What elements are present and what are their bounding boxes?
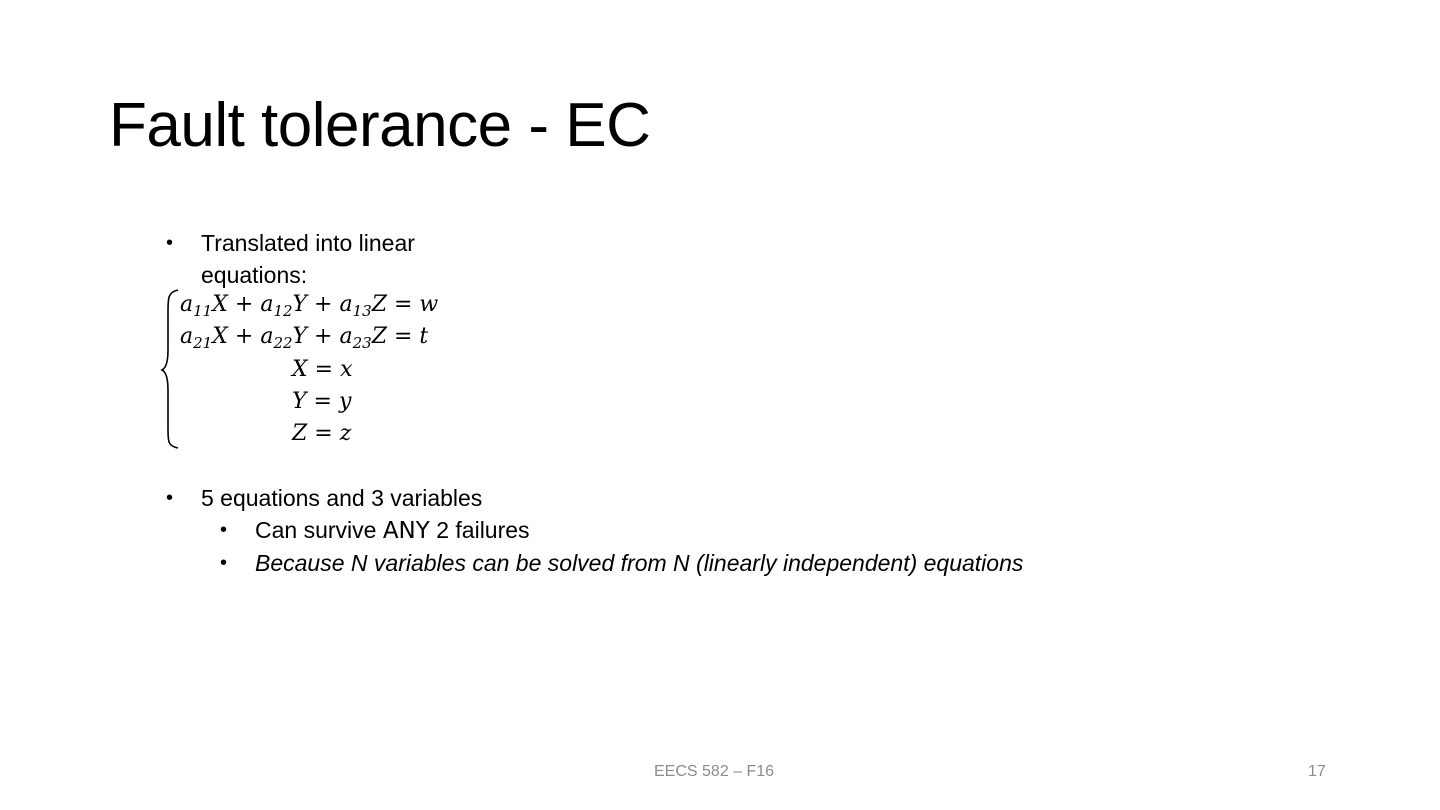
sub-bullet-marker: • xyxy=(220,519,228,541)
slide-number: 17 xyxy=(1308,763,1326,780)
left-brace-icon xyxy=(160,288,182,450)
bullet-translated-line2: equations: xyxy=(201,262,308,288)
emphasis-any: ANY xyxy=(382,518,430,544)
bullet-marker: • xyxy=(166,232,174,254)
footer-course: EECS 582 – F16 xyxy=(654,763,775,780)
equation-row-5: Z = z xyxy=(292,421,352,446)
bullet-translated-line1: Translated into linear xyxy=(201,230,415,256)
bullet-marker: • xyxy=(166,487,174,509)
sub-bullet-marker: • xyxy=(220,552,228,574)
equation-row-2: $a_{21}X + a_{22}Y + a_{23}Z = t$ xyxy=(180,324,429,352)
bullet-equations-variables: 5 equations and 3 variables xyxy=(201,485,483,511)
equation-row-1: $a_{11}X + a_{12}Y + a_{13}Z = w$ xyxy=(180,292,439,320)
equation-row-4: Y = y xyxy=(292,389,352,414)
equation-row-3: X = x xyxy=(292,357,353,382)
sub-bullet-survive: Can survive ANY 2 failures xyxy=(255,517,530,544)
slide-title: Fault tolerance - EC xyxy=(109,91,651,160)
sub-bullet-because: Because N variables can be solved from N (linearly independent) equations xyxy=(255,550,1024,576)
